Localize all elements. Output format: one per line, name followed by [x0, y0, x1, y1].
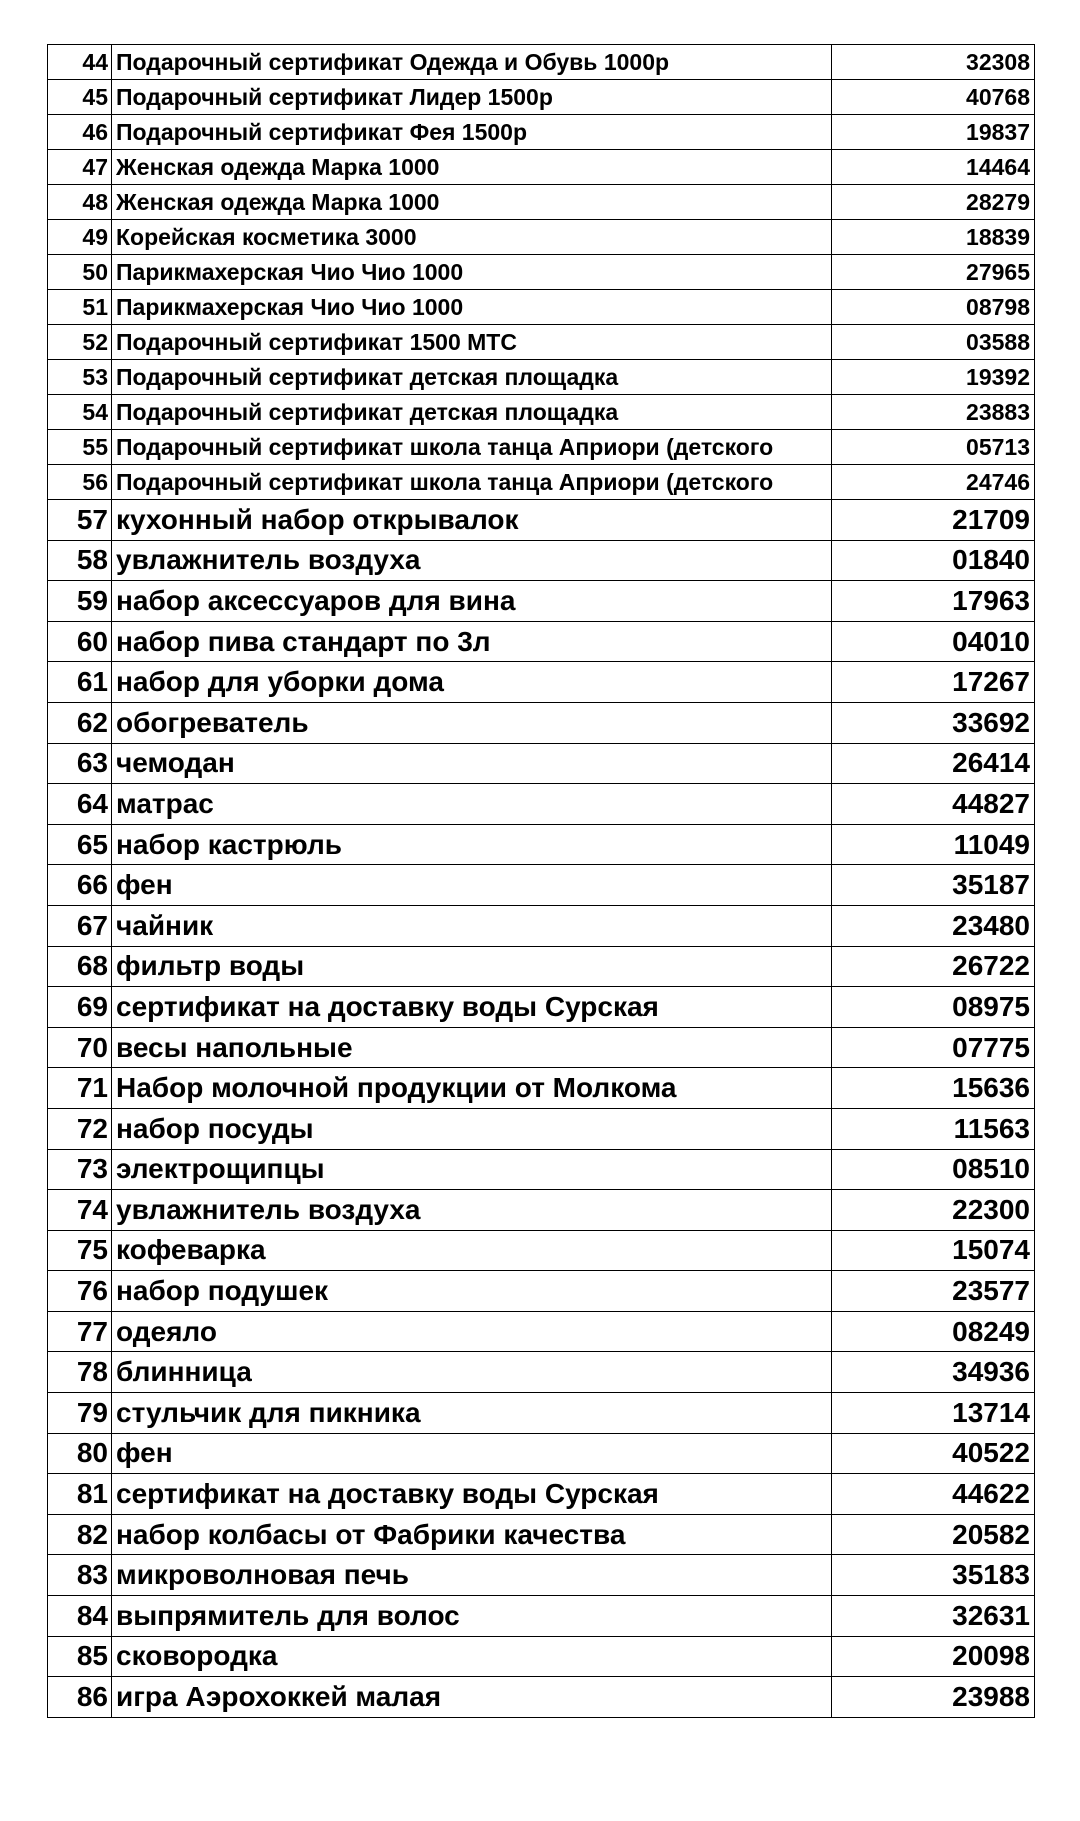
ticket-number-cell: 23577 — [832, 1271, 1035, 1312]
row-number-cell: 84 — [48, 1596, 112, 1637]
table-row — [48, 1352, 1035, 1393]
ticket-number-cell: 28279 — [832, 185, 1035, 220]
ticket-number-cell: 18839 — [832, 220, 1035, 255]
row-number-cell: 81 — [48, 1474, 112, 1515]
row-number-cell: 67 — [48, 905, 112, 946]
row-number-cell: 70 — [48, 1027, 112, 1068]
row-number-cell: 51 — [48, 290, 112, 325]
ticket-number-cell: 40522 — [832, 1433, 1035, 1474]
table-row — [48, 946, 1035, 987]
ticket-number-cell: 08798 — [832, 290, 1035, 325]
ticket-number-cell: 08249 — [832, 1311, 1035, 1352]
table-row — [48, 220, 1035, 255]
prize-name-cell: Подарочный сертификат 1500 МТС — [112, 325, 832, 360]
table-row — [48, 1433, 1035, 1474]
table-row — [48, 865, 1035, 906]
row-number-cell: 52 — [48, 325, 112, 360]
table-row — [48, 1230, 1035, 1271]
ticket-number-cell: 23883 — [832, 395, 1035, 430]
ticket-number-cell: 13714 — [832, 1393, 1035, 1434]
prize-name-cell: фен — [112, 1433, 832, 1474]
row-number-cell: 49 — [48, 220, 112, 255]
ticket-number-cell: 01840 — [832, 540, 1035, 581]
ticket-number-cell: 07775 — [832, 1027, 1035, 1068]
row-number-cell: 62 — [48, 702, 112, 743]
table-row — [48, 360, 1035, 395]
ticket-number-cell: 11049 — [832, 824, 1035, 865]
ticket-number-cell: 20582 — [832, 1514, 1035, 1555]
ticket-number-cell: 08975 — [832, 987, 1035, 1028]
table-row — [48, 45, 1035, 80]
table-row — [48, 395, 1035, 430]
row-number-cell: 79 — [48, 1393, 112, 1434]
prize-name-cell: фен — [112, 865, 832, 906]
ticket-number-cell: 17267 — [832, 662, 1035, 703]
row-number-cell: 83 — [48, 1555, 112, 1596]
prize-name-cell: сковородка — [112, 1636, 832, 1677]
ticket-number-cell: 22300 — [832, 1190, 1035, 1231]
row-number-cell: 58 — [48, 540, 112, 581]
prize-name-cell: Подарочный сертификат Лидер 1500р — [112, 80, 832, 115]
row-number-cell: 44 — [48, 45, 112, 80]
table-row — [48, 290, 1035, 325]
prize-name-cell: набор кастрюль — [112, 824, 832, 865]
row-number-cell: 54 — [48, 395, 112, 430]
prize-name-cell: кофеварка — [112, 1230, 832, 1271]
row-number-cell: 57 — [48, 500, 112, 541]
row-number-cell: 66 — [48, 865, 112, 906]
ticket-number-cell: 35183 — [832, 1555, 1035, 1596]
row-number-cell: 60 — [48, 621, 112, 662]
row-number-cell: 68 — [48, 946, 112, 987]
table-row — [48, 1027, 1035, 1068]
table-row — [48, 1393, 1035, 1434]
table-row — [48, 702, 1035, 743]
table-row — [48, 1311, 1035, 1352]
ticket-number-cell: 19837 — [832, 115, 1035, 150]
ticket-number-cell: 15074 — [832, 1230, 1035, 1271]
row-number-cell: 56 — [48, 465, 112, 500]
table-row — [48, 987, 1035, 1028]
prize-name-cell: сертификат на доставку воды Сурская — [112, 1474, 832, 1515]
ticket-number-cell: 17963 — [832, 581, 1035, 622]
prize-name-cell: набор подушек — [112, 1271, 832, 1312]
ticket-number-cell: 44827 — [832, 784, 1035, 825]
row-number-cell: 47 — [48, 150, 112, 185]
prize-name-cell: стульчик для пикника — [112, 1393, 832, 1434]
ticket-number-cell: 44622 — [832, 1474, 1035, 1515]
ticket-number-cell: 23988 — [832, 1677, 1035, 1718]
prize-name-cell: набор аксессуаров для вина — [112, 581, 832, 622]
prize-name-cell: выпрямитель для волос — [112, 1596, 832, 1637]
prize-name-cell: набор для уборки дома — [112, 662, 832, 703]
prize-name-cell: Парикмахерская Чио Чио 1000 — [112, 255, 832, 290]
prize-name-cell: матрас — [112, 784, 832, 825]
row-number-cell: 82 — [48, 1514, 112, 1555]
table-row — [48, 150, 1035, 185]
prize-name-cell: обогреватель — [112, 702, 832, 743]
prize-name-cell: Корейская косметика 3000 — [112, 220, 832, 255]
table-row — [48, 255, 1035, 290]
ticket-number-cell: 26414 — [832, 743, 1035, 784]
row-number-cell: 80 — [48, 1433, 112, 1474]
table-row — [48, 1149, 1035, 1190]
ticket-number-cell: 08510 — [832, 1149, 1035, 1190]
prize-table — [47, 44, 1035, 1718]
ticket-number-cell: 32631 — [832, 1596, 1035, 1637]
prize-name-cell: увлажнитель воздуха — [112, 1190, 832, 1231]
ticket-number-cell: 35187 — [832, 865, 1035, 906]
row-number-cell: 86 — [48, 1677, 112, 1718]
prize-name-cell: Подарочный сертификат детская площадка — [112, 395, 832, 430]
prize-name-cell: набор посуды — [112, 1108, 832, 1149]
table-row — [48, 824, 1035, 865]
prize-name-cell: игра Аэрохоккей малая — [112, 1677, 832, 1718]
row-number-cell: 75 — [48, 1230, 112, 1271]
row-number-cell: 53 — [48, 360, 112, 395]
ticket-number-cell: 34936 — [832, 1352, 1035, 1393]
row-number-cell: 69 — [48, 987, 112, 1028]
table-row — [48, 500, 1035, 541]
row-number-cell: 71 — [48, 1068, 112, 1109]
prize-name-cell: Набор молочной продукции от Молкома — [112, 1068, 832, 1109]
prize-name-cell: Подарочный сертификат детская площадка — [112, 360, 832, 395]
table-row — [48, 465, 1035, 500]
prize-name-cell: блинница — [112, 1352, 832, 1393]
prize-name-cell: Парикмахерская Чио Чио 1000 — [112, 290, 832, 325]
prize-name-cell: Подарочный сертификат Фея 1500р — [112, 115, 832, 150]
row-number-cell: 76 — [48, 1271, 112, 1312]
row-number-cell: 74 — [48, 1190, 112, 1231]
prize-name-cell: сертификат на доставку воды Сурская — [112, 987, 832, 1028]
prize-name-cell: фильтр воды — [112, 946, 832, 987]
row-number-cell: 55 — [48, 430, 112, 465]
ticket-number-cell: 26722 — [832, 946, 1035, 987]
row-number-cell: 72 — [48, 1108, 112, 1149]
row-number-cell: 61 — [48, 662, 112, 703]
prize-name-cell: одеяло — [112, 1311, 832, 1352]
table-row — [48, 1271, 1035, 1312]
ticket-number-cell: 23480 — [832, 905, 1035, 946]
table-row — [48, 115, 1035, 150]
table-row — [48, 621, 1035, 662]
table-row — [48, 1596, 1035, 1637]
row-number-cell: 78 — [48, 1352, 112, 1393]
prize-name-cell: Подарочный сертификат Одежда и Обувь 1000р — [112, 45, 832, 80]
prize-name-cell: чайник — [112, 905, 832, 946]
table-row — [48, 581, 1035, 622]
ticket-number-cell: 14464 — [832, 150, 1035, 185]
ticket-number-cell: 24746 — [832, 465, 1035, 500]
row-number-cell: 64 — [48, 784, 112, 825]
table-row — [48, 905, 1035, 946]
table-row — [48, 1068, 1035, 1109]
table-row — [48, 743, 1035, 784]
prize-name-cell: Подарочный сертификат школа танца Априори (детского — [112, 430, 832, 465]
prize-name-cell: увлажнитель воздуха — [112, 540, 832, 581]
table-row — [48, 1677, 1035, 1718]
table-row — [48, 784, 1035, 825]
row-number-cell: 85 — [48, 1636, 112, 1677]
prize-name-cell: набор колбасы от Фабрики качества — [112, 1514, 832, 1555]
prize-table-body — [48, 45, 1035, 1718]
prize-name-cell: Женская одежда Марка 1000 — [112, 150, 832, 185]
table-row — [48, 325, 1035, 360]
prize-name-cell: Подарочный сертификат школа танца Априори (детского — [112, 465, 832, 500]
row-number-cell: 77 — [48, 1311, 112, 1352]
prize-name-cell: набор пива стандарт по 3л — [112, 621, 832, 662]
row-number-cell: 59 — [48, 581, 112, 622]
row-number-cell: 48 — [48, 185, 112, 220]
table-row — [48, 540, 1035, 581]
ticket-number-cell: 19392 — [832, 360, 1035, 395]
prize-name-cell: кухонный набор открывалок — [112, 500, 832, 541]
table-row — [48, 1636, 1035, 1677]
prize-name-cell: Женская одежда Марка 1000 — [112, 185, 832, 220]
table-row — [48, 1474, 1035, 1515]
prize-name-cell: весы напольные — [112, 1027, 832, 1068]
table-row — [48, 1190, 1035, 1231]
ticket-number-cell: 27965 — [832, 255, 1035, 290]
table-row — [48, 662, 1035, 703]
row-number-cell: 63 — [48, 743, 112, 784]
row-number-cell: 73 — [48, 1149, 112, 1190]
prize-name-cell: микроволновая печь — [112, 1555, 832, 1596]
table-row — [48, 80, 1035, 115]
ticket-number-cell: 21709 — [832, 500, 1035, 541]
row-number-cell: 50 — [48, 255, 112, 290]
table-row — [48, 1514, 1035, 1555]
ticket-number-cell: 32308 — [832, 45, 1035, 80]
row-number-cell: 46 — [48, 115, 112, 150]
ticket-number-cell: 15636 — [832, 1068, 1035, 1109]
ticket-number-cell: 04010 — [832, 621, 1035, 662]
ticket-number-cell: 20098 — [832, 1636, 1035, 1677]
row-number-cell: 65 — [48, 824, 112, 865]
ticket-number-cell: 40768 — [832, 80, 1035, 115]
ticket-number-cell: 05713 — [832, 430, 1035, 465]
ticket-number-cell: 33692 — [832, 702, 1035, 743]
table-row — [48, 1108, 1035, 1149]
ticket-number-cell: 11563 — [832, 1108, 1035, 1149]
row-number-cell: 45 — [48, 80, 112, 115]
ticket-number-cell: 03588 — [832, 325, 1035, 360]
table-row — [48, 1555, 1035, 1596]
table-row — [48, 185, 1035, 220]
table-row — [48, 430, 1035, 465]
prize-name-cell: электрощипцы — [112, 1149, 832, 1190]
prize-name-cell: чемодан — [112, 743, 832, 784]
